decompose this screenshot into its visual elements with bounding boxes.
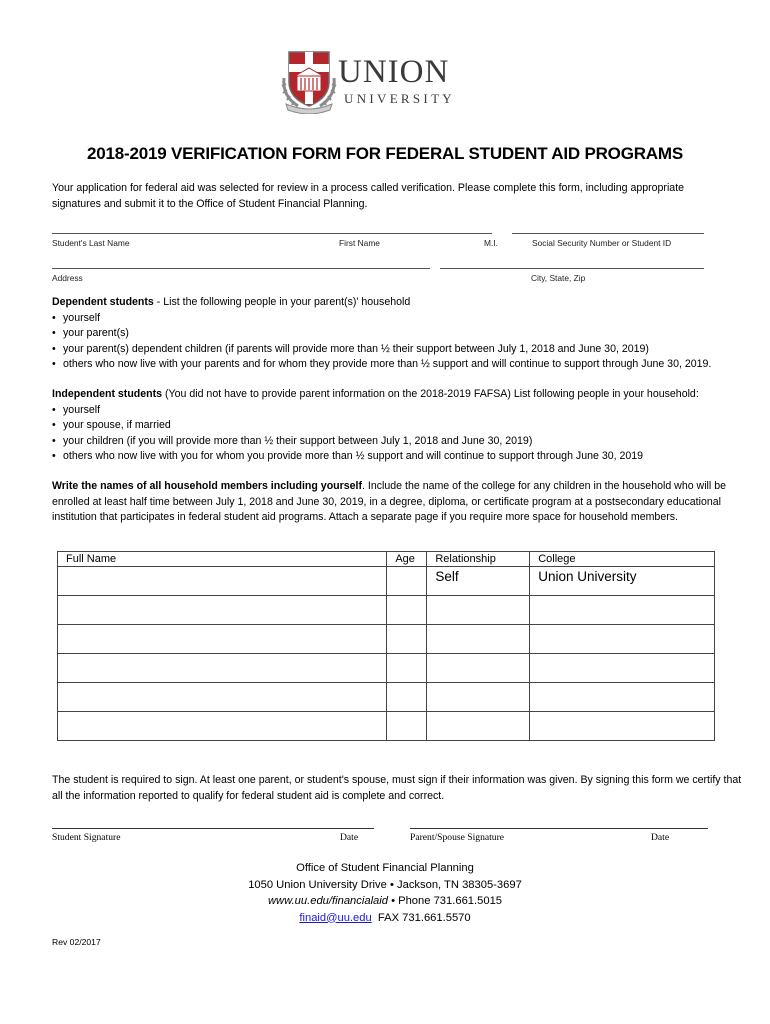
relationship-cell[interactable] (427, 654, 530, 683)
list-item: • your spouse, if married (52, 418, 742, 434)
student-signature-label: Student Signature (52, 832, 121, 843)
list-item: • others who now live with your parents and for whom they provide more than ½ support and will continue to support through June 30, 2019. (52, 357, 742, 373)
fax-number: FAX 731.661.5570 (377, 911, 471, 924)
list-item: • your children (if you will provide more than ½ their support between July 1, 2018 and June 30, 2019) (52, 434, 742, 450)
revision-date: Rev 02/2017 (52, 937, 101, 947)
email-link[interactable]: finaid@uu.edu (299, 911, 372, 924)
independent-section (52, 387, 742, 465)
table-row (58, 683, 715, 712)
parent-signature-field[interactable] (410, 828, 708, 829)
logo-text-union: UNION (338, 54, 450, 90)
certification-paragraph: The student is required to sign. At least one parent, or student's spouse, must sign if their information was given. By signing this form we certify that all the information reported to qualify for federal student aid is complete and correct. (52, 774, 742, 802)
table-header-row (58, 552, 715, 567)
street-address: 1050 Union University Drive (248, 878, 387, 891)
last-name-label: Student's Last Name (52, 238, 130, 248)
city-state-zip-field[interactable] (440, 268, 704, 269)
student-date-label: Date (340, 832, 359, 843)
header-age: Age (387, 552, 427, 567)
address-label: Address (52, 273, 83, 283)
independent-heading: Independent students (52, 388, 163, 400)
ssn-label: Social Security Number or Student ID (532, 238, 672, 248)
college-cell[interactable] (530, 596, 715, 625)
independent-intro: (You did not have to provide parent information on the 2018-2019 FAFSA) List following people in your household: (162, 388, 699, 400)
intro-paragraph: Your application for federal aid was selected for review in a process called verification. Please complete this form, including appropriate signatures and submit it to the Office of Student Financial Planning. (52, 182, 685, 210)
name-cell[interactable] (58, 596, 387, 625)
list-item: • others who now live with you for whom you provide more than ½ support and will continue to support through June 30, 2019 (52, 449, 742, 465)
table-row (58, 712, 715, 741)
office-contact-block: Office of Student Financial Planning 1050 Union University Drive • Jackson, TN 38305-3697 www.uu.edu/financialaid • Phone 731.661.5015 finaid@uu.edu FAX 731.661.5570 (0, 860, 770, 926)
college-cell[interactable] (530, 683, 715, 712)
dependent-heading: Dependent students (52, 296, 154, 308)
relationship-cell[interactable] (427, 683, 530, 712)
name-cell[interactable] (58, 712, 387, 741)
relationship-cell[interactable] (427, 712, 530, 741)
university-logo (280, 48, 470, 114)
city-state-zip-label: City, State, Zip (531, 273, 586, 283)
name-cell[interactable] (58, 625, 387, 654)
relationship-cell[interactable] (427, 625, 530, 654)
student-signature-field[interactable] (52, 828, 374, 829)
table-row (58, 567, 715, 596)
website-link[interactable]: www.uu.edu/financialaid (267, 895, 388, 907)
office-name: Office of Student Financial Planning (296, 862, 474, 874)
relationship-cell[interactable]: Self (427, 567, 530, 596)
list-item: • yourself (52, 311, 742, 327)
crest-icon (280, 48, 338, 114)
instructions-text: . Include the name of the college for any children in the household who will be enrolled at least half time between July 1, 2018 and June 30, 2019, in a degree, diploma, or certificate program at a postsecondary educational institution that participates in federal student aid programs. Attach a separate page if you require more space for household members. (52, 480, 726, 524)
name-cell[interactable] (58, 683, 387, 712)
city-state-zip: Jackson, TN 38305-3697 (397, 878, 522, 891)
table-row (58, 654, 715, 683)
logo-text-university: UNIVERSITY (344, 91, 455, 106)
ssn-field[interactable] (512, 233, 704, 234)
list-item: • your parent(s) (52, 326, 742, 342)
age-cell[interactable] (387, 683, 427, 712)
age-cell[interactable] (387, 567, 427, 596)
name-cell[interactable] (58, 567, 387, 596)
table-row (58, 596, 715, 625)
college-cell[interactable] (530, 625, 715, 654)
age-cell[interactable] (387, 596, 427, 625)
college-cell[interactable]: Union University (530, 567, 715, 596)
parent-signature-label: Parent/Spouse Signature (410, 832, 505, 843)
header-full-name: Full Name (58, 552, 387, 567)
student-name-field[interactable] (52, 233, 492, 234)
age-cell[interactable] (387, 625, 427, 654)
age-cell[interactable] (387, 654, 427, 683)
dependent-intro: - List the following people in your parent(s)' household (153, 296, 411, 308)
list-item: • yourself (52, 403, 742, 419)
household-instructions (52, 479, 742, 526)
header-college: College (530, 552, 715, 567)
header-relationship: Relationship (427, 552, 530, 567)
dependent-section (52, 295, 742, 373)
list-item: • your parent(s) dependent children (if parents will provide more than ½ their support between July 1, 2018 and June 30, 2019) (52, 342, 742, 358)
mi-label: M.I. (484, 238, 498, 248)
form-title: 2018-2019 VERIFICATION FORM FOR FEDERAL STUDENT AID PROGRAMS (87, 144, 683, 163)
parent-date-label: Date (651, 832, 670, 843)
college-cell[interactable] (530, 712, 715, 741)
instructions-bold: Write the names of all household members including yourself (52, 480, 363, 492)
relationship-cell[interactable] (427, 596, 530, 625)
name-cell[interactable] (58, 654, 387, 683)
phone-number: Phone 731.661.5015 (398, 895, 503, 907)
address-field[interactable] (52, 268, 430, 269)
college-cell[interactable] (530, 654, 715, 683)
household-table (57, 551, 715, 741)
table-row (58, 625, 715, 654)
age-cell[interactable] (387, 712, 427, 741)
first-name-label: First Name (339, 238, 380, 248)
